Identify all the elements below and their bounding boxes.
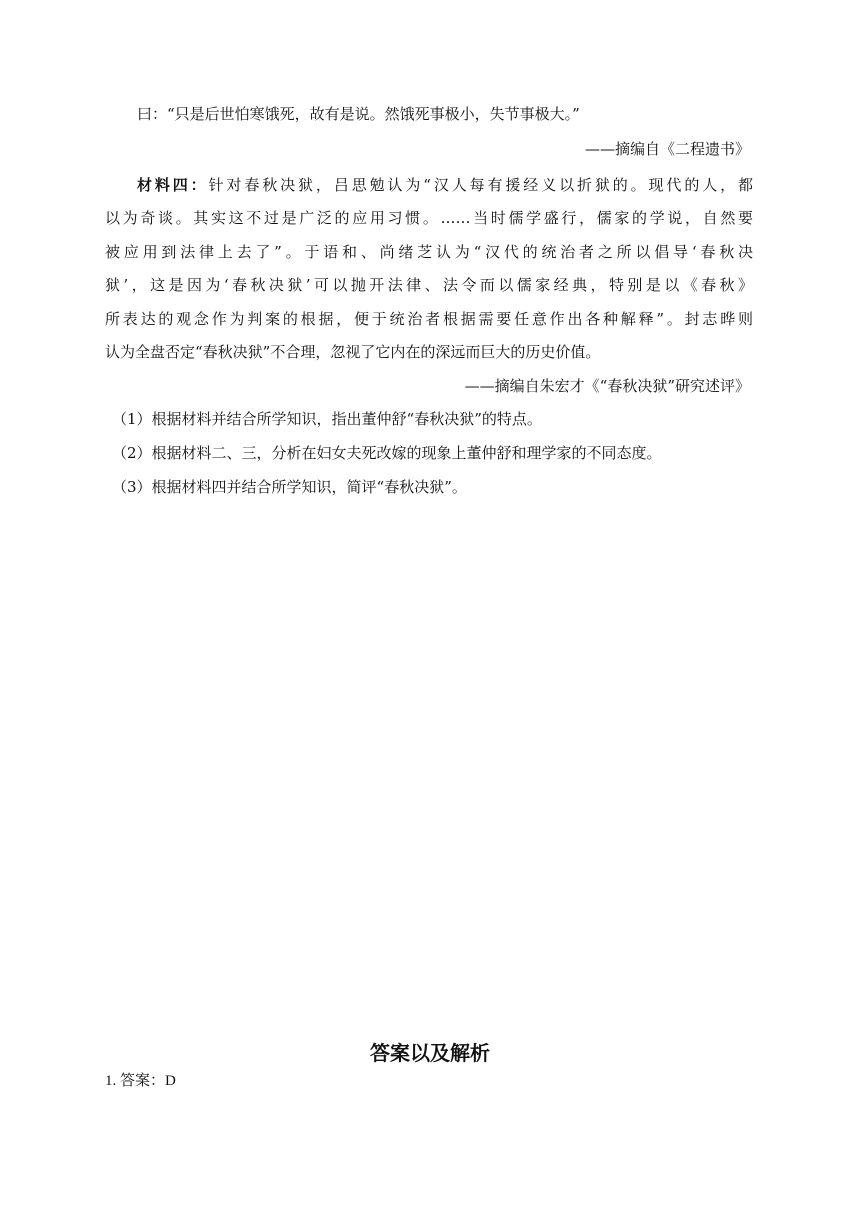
answers-heading: 答案以及解析 <box>370 1041 490 1065</box>
material-four-line-1 <box>137 175 753 195</box>
question-1: （1）根据材料并结合所学知识，指出董仲舒“春秋决狱”的特点。 <box>112 410 542 428</box>
question-2: （2）根据材料二、三，分析在妇女夫死改嫁的现象上董仲舒和理学家的不同态度。 <box>112 444 662 462</box>
material-four-line-4: 狱’，这是因为‘春秋决狱’可以抛开法律、法令而以儒家经典，特别是以《春秋》 <box>105 276 753 294</box>
source-citation-zhu-hongcai: ——摘编自朱宏才《“春秋决狱”研究述评》 <box>464 377 750 395</box>
answer-1: 1. 答案：D <box>105 1073 176 1089</box>
material-four-line-1-text: 针对春秋决狱，吕思勉认为“汉人每有援经义以折狱的。现代的人，都 <box>208 176 753 194</box>
question-3: （3）根据材料四并结合所学知识，简评“春秋决狱”。 <box>112 478 467 496</box>
material-four-line-2: 以为奇谈。其实这不过是广泛的应用习惯。……当时儒学盛行，儒家的学说，自然要 <box>105 209 753 227</box>
material-four-line-6: 认为全盘否定“春秋决狱”不合理，忽视了它内在的深远而巨大的历史价值。 <box>105 343 601 361</box>
material-three-closing-line: 曰：“只是后世怕寒饿死，故有是说。然饿死事极小，失节事极大。” <box>137 105 580 123</box>
source-citation-er-cheng: ——摘编自《二程遗书》 <box>584 140 750 158</box>
material-four-line-5: 所表达的观念作为判案的根据，便于统治者根据需要任意作出各种解释”。封志晔则 <box>105 310 753 328</box>
material-four-label: 材料四： <box>137 176 209 194</box>
material-four-line-3: 被应用到法律上去了”。于语和、尚绪芝认为“汉代的统治者之所以倡导‘春秋决 <box>105 243 753 261</box>
